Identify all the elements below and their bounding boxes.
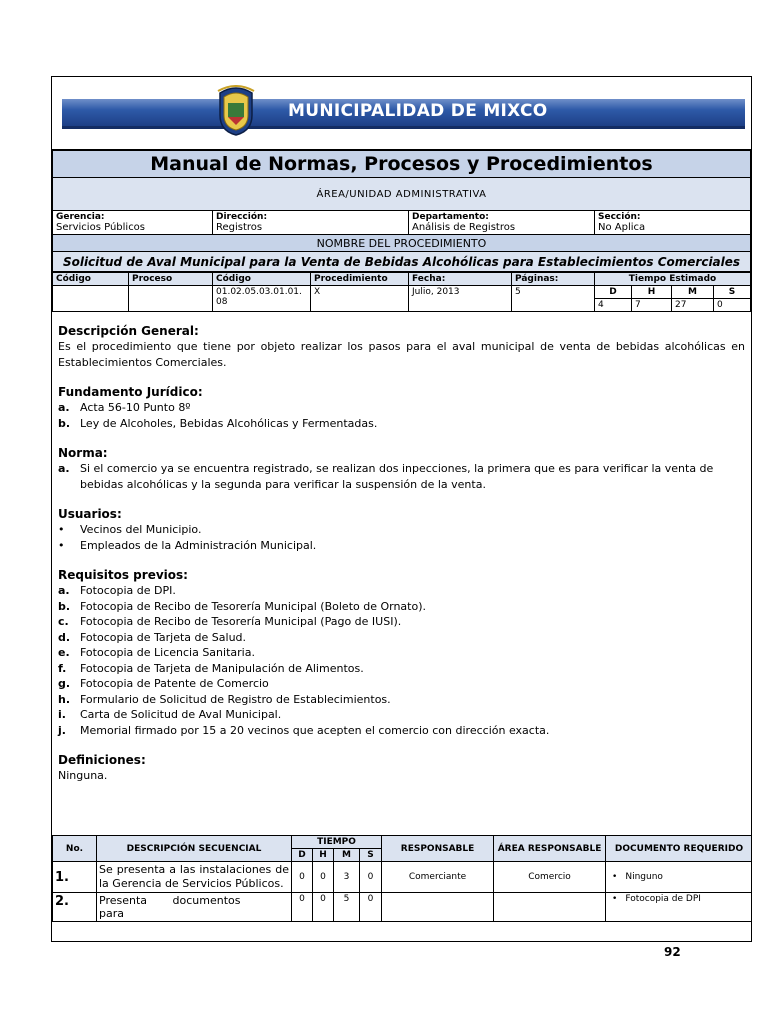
codigo-value	[53, 286, 129, 312]
codes-table	[52, 272, 751, 312]
page-number: 92	[664, 945, 681, 959]
list-marker: a.	[58, 401, 70, 414]
list-text: Fotocopia de Tarjeta de Manipulación de Alimentos.	[80, 661, 364, 675]
list-item	[58, 707, 745, 723]
list-text: Fotocopia de Licencia Sanitaria.	[80, 646, 255, 659]
header-banner-row	[52, 77, 751, 150]
tiempo-h-value: 7	[632, 299, 672, 312]
list-text: Fotocopia de Recibo de Tesorería Municipal (Pago de IUSI).	[80, 615, 402, 628]
header-table	[52, 150, 751, 272]
descripcion-text: Es el procedimiento que tiene por objeto realizar los pasos para el aval municipal de venta de bebidas alcohólicas en Establecimientos Comerciales.	[58, 340, 745, 369]
list-text: Si el comercio ya se encuentra registrado, se realizan dos inpecciones, la primera que es para verificar la venta de bebidas alcohólicas y la segunda para verificar la suspensión de la venta.	[80, 462, 714, 491]
steps-d-header: D	[292, 849, 313, 862]
codigo2-value: 01.02.05.03.01.01.08	[213, 286, 311, 312]
step-responsable: Comerciante	[382, 862, 494, 893]
list-item	[58, 661, 745, 677]
codigo2-header: Código	[213, 273, 311, 286]
list-item	[58, 723, 745, 739]
gerencia-label: Gerencia:	[56, 212, 105, 222]
list-text: Memorial firmado por 15 a 20 vecinos que acepten el comercio con dirección exacta.	[80, 723, 550, 737]
descripcion-title: Descripción General:	[58, 324, 199, 338]
list-marker: e.	[58, 646, 70, 659]
direccion-label: Dirección:	[216, 212, 268, 222]
step-area: Comercio	[494, 862, 606, 893]
paginas-header: Páginas:	[512, 273, 595, 286]
nombre-procedimiento-label: NOMBRE DEL PROCEDIMIENTO	[53, 235, 751, 252]
area-label: ÁREA/UNIDAD ADMINISTRATIVA	[53, 178, 751, 211]
proceso-header: Proceso	[129, 273, 213, 286]
departamento-label: Departamento:	[412, 212, 489, 222]
table-row	[53, 893, 753, 922]
list-item	[58, 614, 745, 630]
step-s: 0	[360, 893, 382, 922]
step-h: 0	[313, 862, 334, 893]
list-marker: a.	[58, 584, 70, 597]
norma-title: Norma:	[58, 446, 108, 460]
seccion-cell	[595, 211, 751, 235]
seccion-value: No Aplica	[598, 222, 646, 233]
municipal-seal-icon	[214, 85, 258, 137]
tiempo-d-value: 4	[595, 299, 632, 312]
step-area	[494, 893, 606, 922]
proceso-value	[129, 286, 213, 312]
list-text: Fotocopia de Recibo de Tesorería Municipal (Boleto de Ornato).	[80, 599, 427, 613]
list-item	[58, 416, 745, 432]
list-text: Carta de Solicitud de Aval Municipal.	[80, 708, 282, 721]
step-description: Presenta documentos para	[97, 893, 292, 922]
list-text: Fotocopia de DPI.	[80, 584, 176, 597]
bullet-icon: •	[612, 894, 618, 904]
step-responsable	[382, 893, 494, 922]
step-description: Se presenta a las instalaciones de la Gerencia de Servicios Públicos.	[97, 862, 292, 893]
list-text: Acta 56-10 Punto 8º	[80, 401, 191, 414]
step-h: 0	[313, 893, 334, 922]
definiciones-title: Definiciones:	[58, 753, 146, 767]
steps-doc-header: DOCUMENTO REQUERIDO	[606, 836, 752, 862]
step-d: 0	[292, 862, 313, 893]
list-marker: h.	[58, 692, 71, 706]
steps-desc-header: DESCRIPCIÓN SECUENCIAL	[97, 836, 292, 862]
tiempo-estimado-header: Tiempo Estimado	[595, 273, 751, 286]
manual-title: Manual de Normas, Procesos y Procedimientos	[53, 151, 751, 178]
codigo-header: Código	[53, 273, 129, 286]
list-marker: j.	[58, 723, 66, 737]
step-d: 0	[292, 893, 313, 922]
gerencia-cell	[53, 211, 213, 235]
nombre-procedimiento-value: Solicitud de Aval Municipal para la Venta de Bebidas Alcohólicas para Establecimientos Comerciales	[53, 252, 751, 272]
direccion-value: Registros	[216, 222, 263, 233]
tiempo-d-header: D	[595, 286, 632, 299]
steps-m-header: M	[334, 849, 360, 862]
list-marker: f.	[58, 661, 67, 675]
list-marker: a.	[58, 462, 70, 475]
bullet-icon: •	[58, 538, 65, 552]
list-item	[58, 676, 745, 692]
list-item	[58, 583, 745, 599]
tiempo-m-value: 27	[672, 299, 714, 312]
list-item	[58, 645, 745, 661]
list-marker: i.	[58, 708, 66, 721]
list-marker: b.	[58, 599, 71, 613]
list-item	[58, 522, 745, 538]
banner	[62, 99, 745, 129]
step-m: 3	[334, 862, 360, 893]
steps-area-header: ÁREA RESPONSABLE	[494, 836, 606, 862]
step-documento	[606, 862, 752, 893]
steps-resp-header: RESPONSABLE	[382, 836, 494, 862]
list-marker: g.	[58, 677, 71, 690]
list-marker: b.	[58, 416, 71, 430]
step-number: 2.	[53, 893, 97, 922]
steps-h-header: H	[313, 849, 334, 862]
list-text: Vecinos del Municipio.	[80, 523, 202, 536]
tiempo-s-value: 0	[714, 299, 751, 312]
list-item	[58, 461, 745, 492]
list-item	[58, 630, 745, 646]
step-documento-text: Ninguno	[625, 872, 663, 882]
direccion-cell	[213, 211, 409, 235]
list-item	[58, 538, 745, 554]
departamento-value: Análisis de Registros	[412, 222, 516, 233]
table-row	[53, 862, 753, 893]
content-body	[52, 323, 751, 784]
usuarios-title: Usuarios:	[58, 507, 122, 521]
bullet-icon: •	[612, 872, 618, 882]
departamento-cell	[409, 211, 595, 235]
list-text: Formulario de Solicitud de Registro de Establecimientos.	[80, 692, 391, 706]
procedimiento-value: X	[311, 286, 409, 312]
list-text: Fotocopia de Tarjeta de Salud.	[80, 630, 247, 644]
document-page	[51, 76, 752, 942]
requisitos-title: Requisitos previos:	[58, 568, 188, 582]
list-item	[58, 599, 745, 615]
fecha-value: Julio, 2013	[409, 286, 512, 312]
banner-title: MUNICIPALIDAD DE MIXCO	[288, 101, 548, 121]
steps-s-header: S	[360, 849, 382, 862]
tiempo-h-header: H	[632, 286, 672, 299]
tiempo-m-header: M	[672, 286, 714, 299]
seccion-label: Sección:	[598, 212, 641, 222]
bullet-icon: •	[58, 523, 65, 536]
list-item	[58, 400, 745, 416]
tiempo-s-header: S	[714, 286, 751, 299]
step-documento	[606, 893, 752, 922]
step-m: 5	[334, 893, 360, 922]
paginas-value: 5	[512, 286, 595, 312]
fundamento-title: Fundamento Jurídico:	[58, 385, 203, 399]
list-item	[58, 692, 745, 708]
steps-table	[52, 835, 752, 922]
gerencia-value: Servicios Públicos	[56, 222, 146, 233]
steps-tiempo-header: TIEMPO	[292, 836, 382, 849]
step-number: 1.	[53, 862, 97, 893]
step-documento-text: Fotocopia de DPI	[625, 894, 701, 904]
list-marker: d.	[58, 630, 71, 644]
list-text: Fotocopia de Patente de Comercio	[80, 677, 269, 690]
step-s: 0	[360, 862, 382, 893]
list-text: Empleados de la Administración Municipal.	[80, 538, 317, 552]
definiciones-text: Ninguna.	[58, 769, 108, 782]
procedimiento-header: Procedimiento	[311, 273, 409, 286]
list-text: Ley de Alcoholes, Bebidas Alcohólicas y Fermentadas.	[80, 416, 378, 430]
steps-no-header: No.	[53, 836, 97, 862]
list-marker: c.	[58, 615, 69, 628]
fecha-header: Fecha:	[409, 273, 512, 286]
